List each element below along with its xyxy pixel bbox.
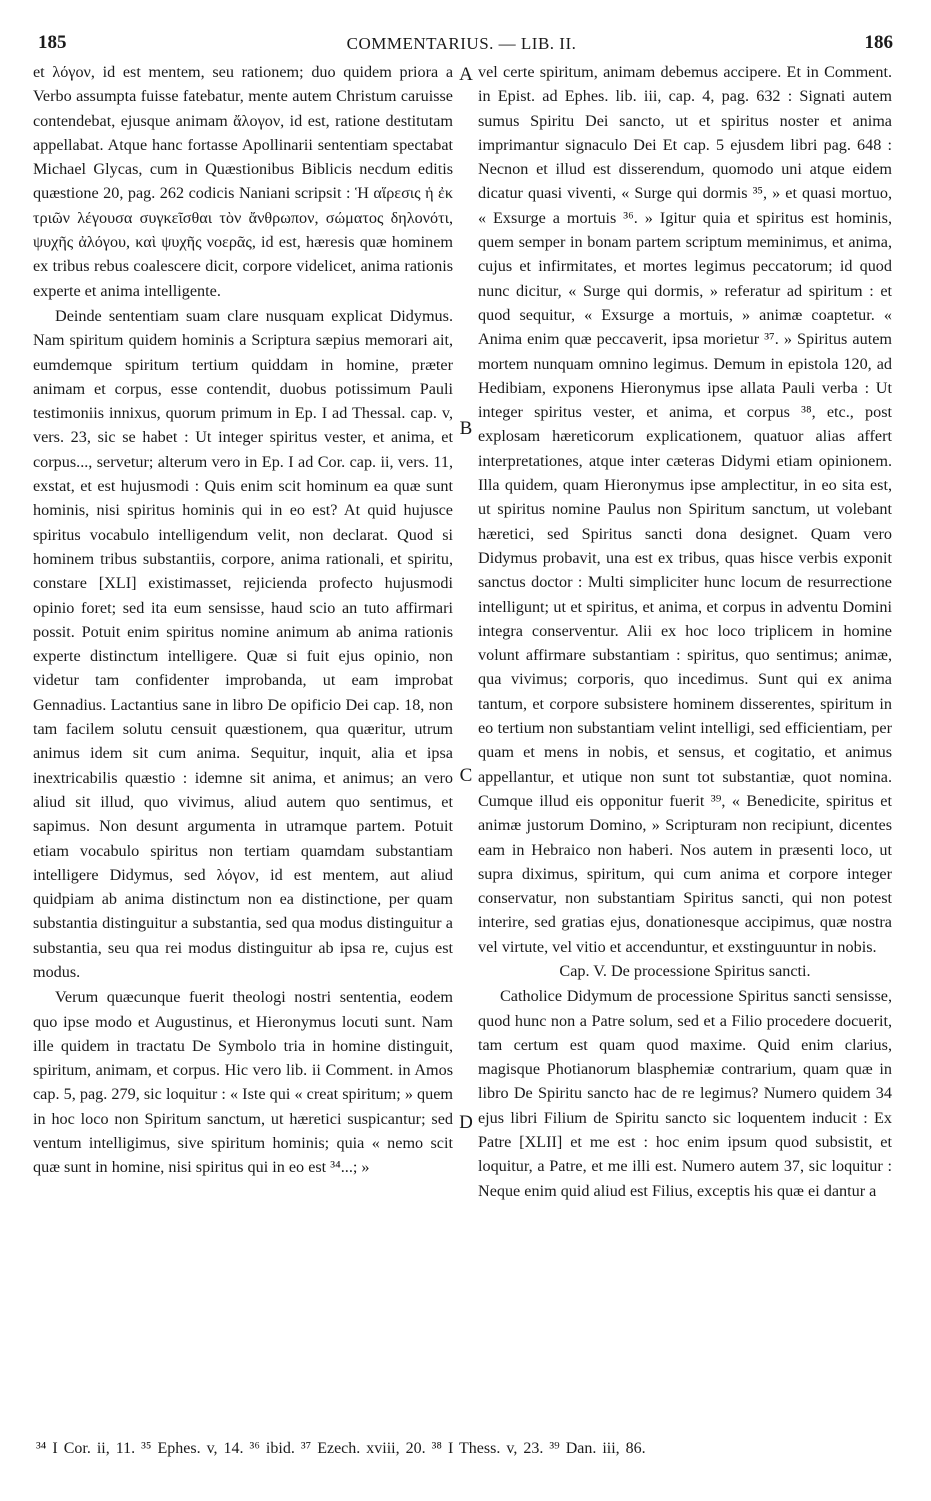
running-title: COMMENTARIUS. — LIB. II. (346, 34, 577, 53)
page-header (30, 32, 893, 58)
margin-marker-a: A (459, 64, 473, 85)
left-page-number: 185 (38, 32, 67, 53)
margin-marker-d: D (459, 1112, 473, 1133)
left-column (33, 60, 453, 1180)
left-paragraph-2: Deinde sententiam suam clare nusquam explicat Didymus. Nam spiritum quidem hominis a Scriptura sæpius memorari ait, eumdemque spiritum tertium quiddam in homine, præter animam et corpus, esse contendit, duobus potissimum Pauli testimoniis innixus, quorum primum in Ep. I ad Thessal. cap. v, vers. 23, sic se habet : Ut integer spiritus vester, et anima, et corpus..., servetur; alterum vero in Ep. I ad Cor. cap. ii, vers. 11, exstat, et est hujusmodi : Quis enim scit hominum ea quæ sunt hominis, nisi spiritus hominis qui in eo est? At quid hujusce spiritus vocabulo intelligendum velit, non declarat. Quod si hominem tribus substantiis, corpore, anima rationali, et spiritu, constare [XLI] existimasset, rejicienda profecto hujusmodi opinio foret; sed ita eum sensisse, haud scio an tuto affirmari possit. Potuit enim spiritus nomine animum ab anima rationis experte distinctum intelligere. Quæ si fuit ejus opinio, non videtur tam confidenter improbanda, ut eam improbat Gennadius. Lactantius sane in libro De opificio Dei cap. 18, non tam facilem solutu censuit quæstionem, qua quæritur, utrum animus idem sit cum anima. Sequitur, inquit, alia et ipsa inextricabilis quæstio : idemne sit anima, et animus; an vero aliud sit illud, quo vivimus, aliud autem quo sentimus, et sapimus. Non desunt argumenta in utramque partem. Potuit etiam vocabulo spiritus non tertiam quamdam substantiam intelligere Didymus, sed λόγον, id est mentem, aut aliud quidpiam ab anima distinctum non ea distinctione, per quam substantia distinguitur a substantia, sed qua modus distinguitur a substantia, seu qua rei modus distinguitur ab ipsa re, cujus est modus. (33, 306, 453, 981)
left-paragraph-1: et λόγον, id est mentem, seu rationem; duo quidem priora a Verbo assumpta fuisse fatebatur, mente autem Christum caruisse contendebat, ejusque animam ἄλογον, id est, ratione destitutam appellabat. Atque hanc fortasse Apollinarii sententiam spectabat Michael Glycas, cum in Quæstionibus Biblicis necdum editis quæstione 20, pag. 262 codicis Naniani scripsit : Ἡ αἵρεσις ἡ ἐκ τριῶν λέγουσα συγκεῖσθαι τὸν ἄνθρωπον, σώματος δηλονότι, ψυχῆς ἀλόγου, καὶ ψυχῆς νοερᾶς, id est, hæresis quæ hominem ex tribus rebus coalescere dicit, corpore videlicet, anima rationis experte et anima intelligente. (33, 63, 453, 300)
chapter-heading: Cap. V. De processione Spiritus sancti. (559, 961, 811, 980)
right-paragraph-2: Catholice Didymum de processione Spiritus sancti sensisse, quod hunc non a Patre solum, sed et a Filio procedere docuerit, tam certum est quam quod maxime. Quid enim clarius, magisque Photianorum blasphemiæ contrarium, quam quæ in libro De Spiritu sancto hac de re legimus? Numero quidem 34 ejus libri Filium de Spiritu sancto sic loquentem inducit : Ex Patre [XLII] et me est : hoc enim ipsum quod subsistit, et loquitur, a Patre, et me illi est. Numero autem 37, sic loquitur : Neque enim quid aliud est Filius, exceptis his quæ ei dantur a (478, 987, 892, 1200)
footnotes: ³⁴ I Cor. ii, 11. ³⁵ Ephes. v, 14. ³⁶ ibid. ³⁷ Ezech. xviii, 20. ³⁸ I Thess. v, 23. ³⁹ Dan. iii, 86. (36, 1440, 646, 1457)
margin-marker-b: B (459, 418, 473, 439)
left-paragraph-3: Verum quæcunque fuerit theologi nostri sententia, eodem quo ipse modo et Augustinus, et Hieronymus locuti sunt. Nam ille quidem in tractatu De Symbolo tria in homine distinguit, spiritum, animam, et corpus. Hic vero lib. ii Comment. in Amos cap. 5, pag. 279, sic loquitur : « Iste qui « creat spiritum; » quem in hoc loco non Spiritum sanctum, ut hæretici suspicantur; sed ventum intelligimus, sive spiritum hominis; quia « nemo scit quæ sunt in homine, nisi spiritus qui in eo est ³⁴...; » (33, 988, 453, 1177)
margin-marker-c: C (459, 765, 473, 786)
right-paragraph-1: vel certe spiritum, animam debemus accipere. Et in Comment. in Epist. ad Ephes. lib. iii, cap. 4, pag. 632 : Signati autem sumus Spiritu Dei sancto, ut et spiritus noster et anima imprimantur signaculo Dei Et cap. 5 ejusdem libri pag. 648 : Necnon et illud est disserendum, quomodo uni atque eidem dicatur quasi viventi, « Surge qui dormis ³⁵, » et quasi mortuo, « Exsurge a mortuis ³⁶. » Igitur quia et spiritus est hominis, quem semper in bonam partem scriptum meminimus, et anima, cujus et infirmitates, et mortes legimus peccatorum; id quod nunc dicitur, « Surge qui dormis, » referatur ad spiritum : et quod sequitur, « Exsurge a mortuis, » animæ coaptetur. « Anima enim quæ peccaverit, ipsa morietur ³⁷. » Spiritus autem mortem nunquam omnino legimus. Demum in epistola 120, ad Hedibiam, exponens Hieronymus ipse allata Pauli verba : Ut integer spiritus vester, et anima, et corpus ³⁸, etc., post explosam hæreticorum explicationem, quatuor alias affert interpretationes, atque inter cæteras Didymi etiam opinionem. Illa quidem, quam Hieronymus ipse amplectitur, in eo sita est, ut spiritus nomine Paulus non Spiritum sanctum, ut volebant hæretici, sed Spiritus sancti dona designet. Quam vero Didymus probavit, una est ex tribus, quas hisce verbis exponit sanctus doctor : Multi simpliciter hunc locum de resurrectione intelligunt; ut et spiritus, et anima, et corpus in adventu Domini integra conserventur. Alii ex hoc loco triplicem in homine volunt affirmare substantiam : spiritus, quo sentimus; animæ, qua vivimus; corporis, quo incedimus. Sunt qui ex anima tantum, et corpore subsistere hominem disserentes, spiritum in eo tertium non substantiam velint intelligi, sed efficientiam, per quam et mens in nobis, et sensus, et cogitatio, et animus appellantur, et utique non sunt tot substantiæ, quot nomina. Cumque illud eis opponitur fuerit ³⁹, « Benedicite, spiritus et animæ justorum Domino, » Scripturam non recipiunt, dicentes eam in Hebraico non haberi. Nos autem in præsenti loco, ut supra diximus, spiritum, qui cum anima et corpore integer conservatur, non substantiam Spiritus sancti, qui non potest interire, sed gratias ejus, donationesque accipimus, quæ nostra vel virtute, vel vitio et accenduntur, et exstinguuntur in nobis. (478, 63, 892, 956)
right-page-number: 186 (864, 32, 893, 53)
right-column (478, 60, 892, 1203)
